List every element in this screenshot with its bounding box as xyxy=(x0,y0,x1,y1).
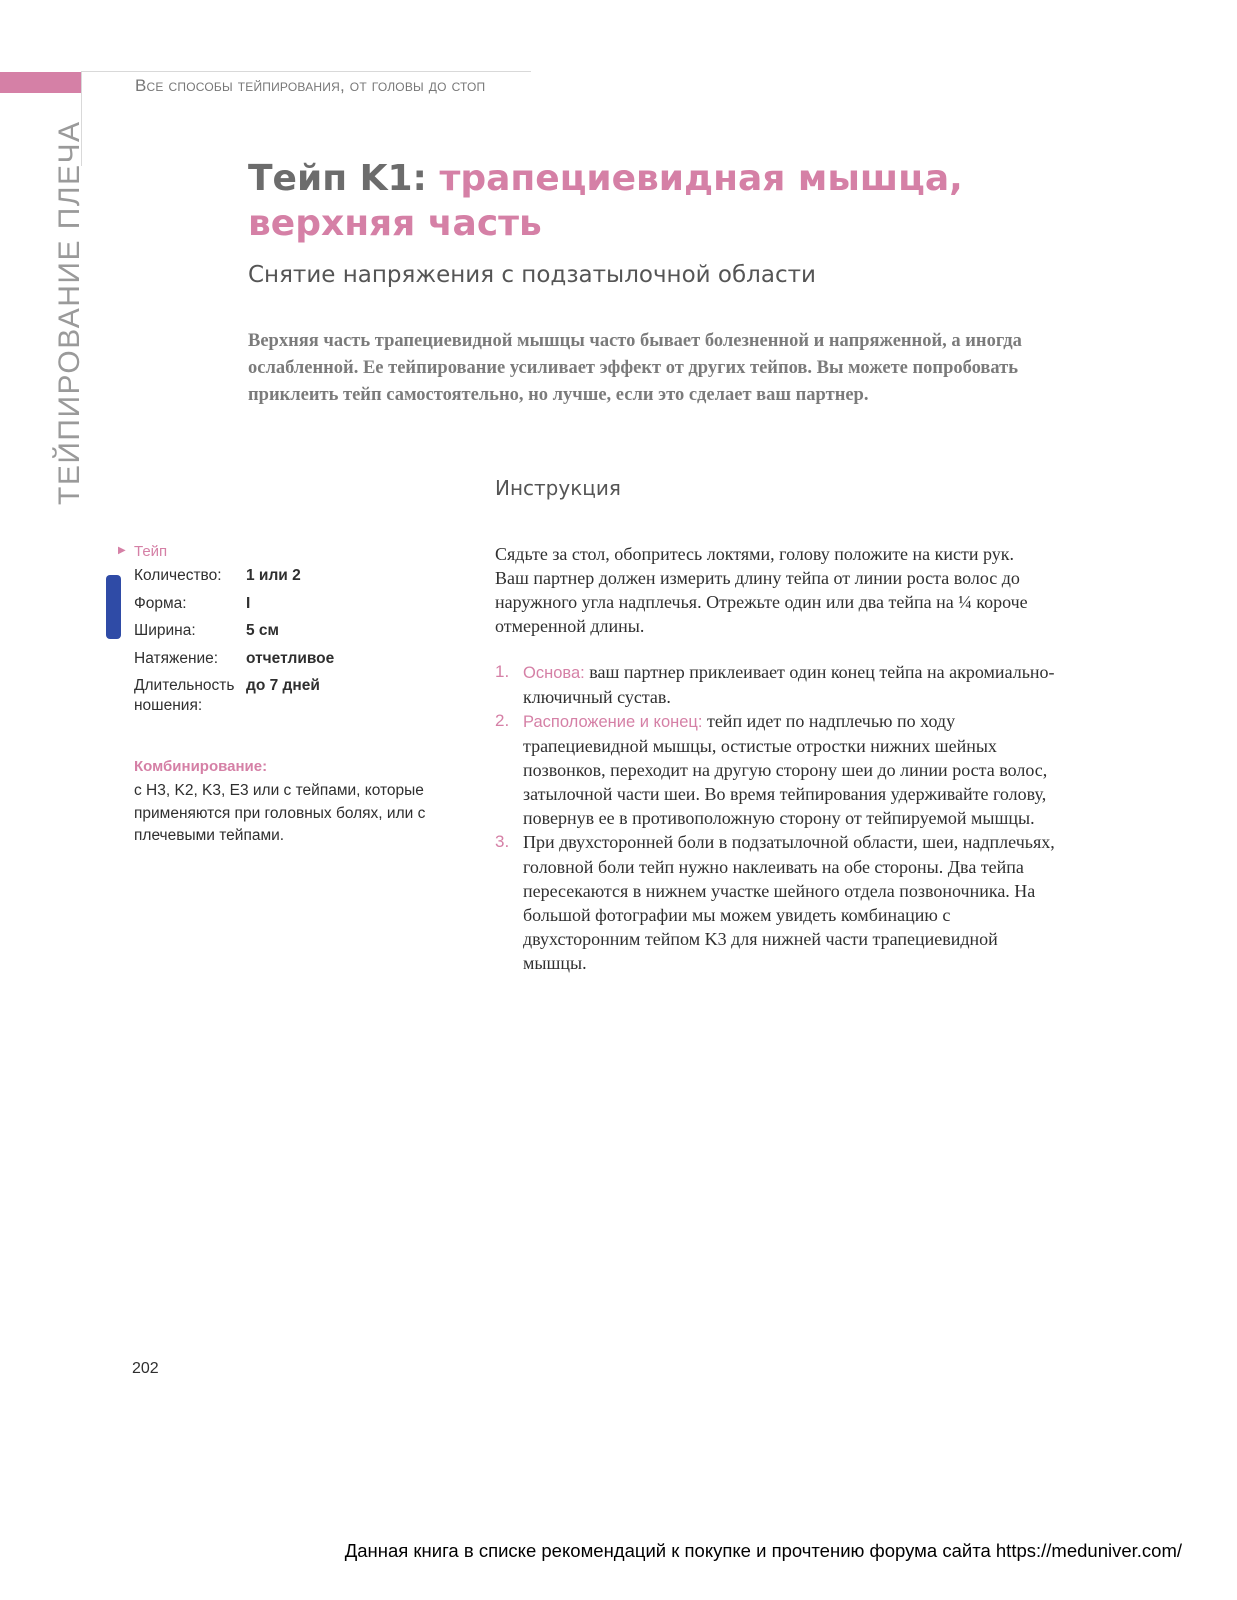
page-subtitle: Снятие напряжения с подзатылочной области xyxy=(248,262,816,288)
spec-value: 1 или 2 xyxy=(246,567,301,584)
instruction-steps xyxy=(495,660,1055,975)
spec-key: Длительность ношения: xyxy=(134,677,235,714)
step-number: 3. xyxy=(495,832,510,851)
header-accent-bar xyxy=(0,72,81,93)
title-prefix: Тейп K1: xyxy=(248,158,440,199)
tape-specs-table xyxy=(134,566,334,724)
tape-spec-row xyxy=(134,566,334,594)
triangle-right-icon: ▶ xyxy=(118,545,126,556)
spec-key: Ширина: xyxy=(134,622,196,639)
step-number: 1. xyxy=(495,662,510,681)
instructions-text: Сядьте за стол, обопритесь локтями, голову положите на кисти рук. Ваш партнер должен измерить длину тейпа от линии роста волос до наружного угла надплечья. Отрежьте один или два тейпа на ¼ короче отмеренной длины. xyxy=(495,544,1028,636)
step-number: 2. xyxy=(495,711,510,730)
step-text: ваш партнер приклеивает один конец тейпа на акромиально-ключичный сустав. xyxy=(523,662,1055,707)
spec-key: Количество: xyxy=(134,567,222,584)
tape-spec-row xyxy=(134,649,334,677)
combination-text: с H3, K2, K3, E3 или с тейпами, которые применяются при головных болях, или с плечевыми тейпами. xyxy=(134,782,426,844)
section-side-title: ТЕЙПИРОВАНИЕ ПЛЕЧА xyxy=(53,120,86,505)
instruction-step xyxy=(495,709,1055,830)
step-label: Основа: xyxy=(523,664,585,682)
step-label: Расположение и конец: xyxy=(523,713,703,731)
title-highlight: трапециевидная мышца, верхняя часть xyxy=(248,158,963,244)
spec-value: отчетливое xyxy=(246,649,335,667)
spec-value: 5 см xyxy=(246,622,280,639)
step-text: тейп идет по надплечью по ходу трапециевидной мышцы, остистые отростки нижних шейных позвонков, переходит на другую сторону шеи до линии роста волос, затылочной части шеи. Во время тейпирования удерживайте голову, повернув ее в противоположную сторону от тейпируемой мышцы. xyxy=(523,711,1048,828)
step-text: При двухсторонней боли в подзатылочной области, шеи, надплечьях, головной боли тейп нужно наклеивать на обе стороны. Два тейпа пересекаются в нижнем участке шейного отдела позвоночника. На большой фотографии мы можем увидеть комбинацию с двухсторонним тейпом K3 для нижней части трапециевидной мышцы. xyxy=(523,832,1055,973)
spec-value: I xyxy=(246,594,251,612)
combination-label: Комбинирование: xyxy=(134,758,268,775)
tape-spec-row xyxy=(134,676,334,724)
tape-color-swatch xyxy=(106,575,121,639)
tape-label: Тейп xyxy=(134,543,168,560)
spec-key: Натяжение: xyxy=(134,649,219,667)
page-number: 202 xyxy=(132,1360,159,1377)
tape-spec-row xyxy=(134,594,334,622)
page-title xyxy=(248,156,1048,246)
running-head: Все способы тейпирования, от головы до стоп xyxy=(135,76,486,95)
spec-key: Форма: xyxy=(134,594,187,612)
instruction-step xyxy=(495,830,1055,975)
tape-spec-row xyxy=(134,621,334,649)
instructions-heading: Инструкция xyxy=(495,476,621,500)
intro-paragraph: Верхняя часть трапециевидной мышцы часто бывает болезненной и напряженной, а иногда ослабленной. Ее тейпирование усиливает эффект от других тейпов. Вы можете попробовать приклеить тейп самостоятельно, но лучше, если это сделает ваш партнер. xyxy=(248,331,1022,405)
footer-note: Данная книга в списке рекомендаций к покупке и прочтению форума сайта https://meduniver.com/ xyxy=(344,1540,1182,1561)
instruction-step xyxy=(495,660,1055,709)
header-rule xyxy=(81,71,531,72)
spec-value: до 7 дней xyxy=(246,677,320,694)
